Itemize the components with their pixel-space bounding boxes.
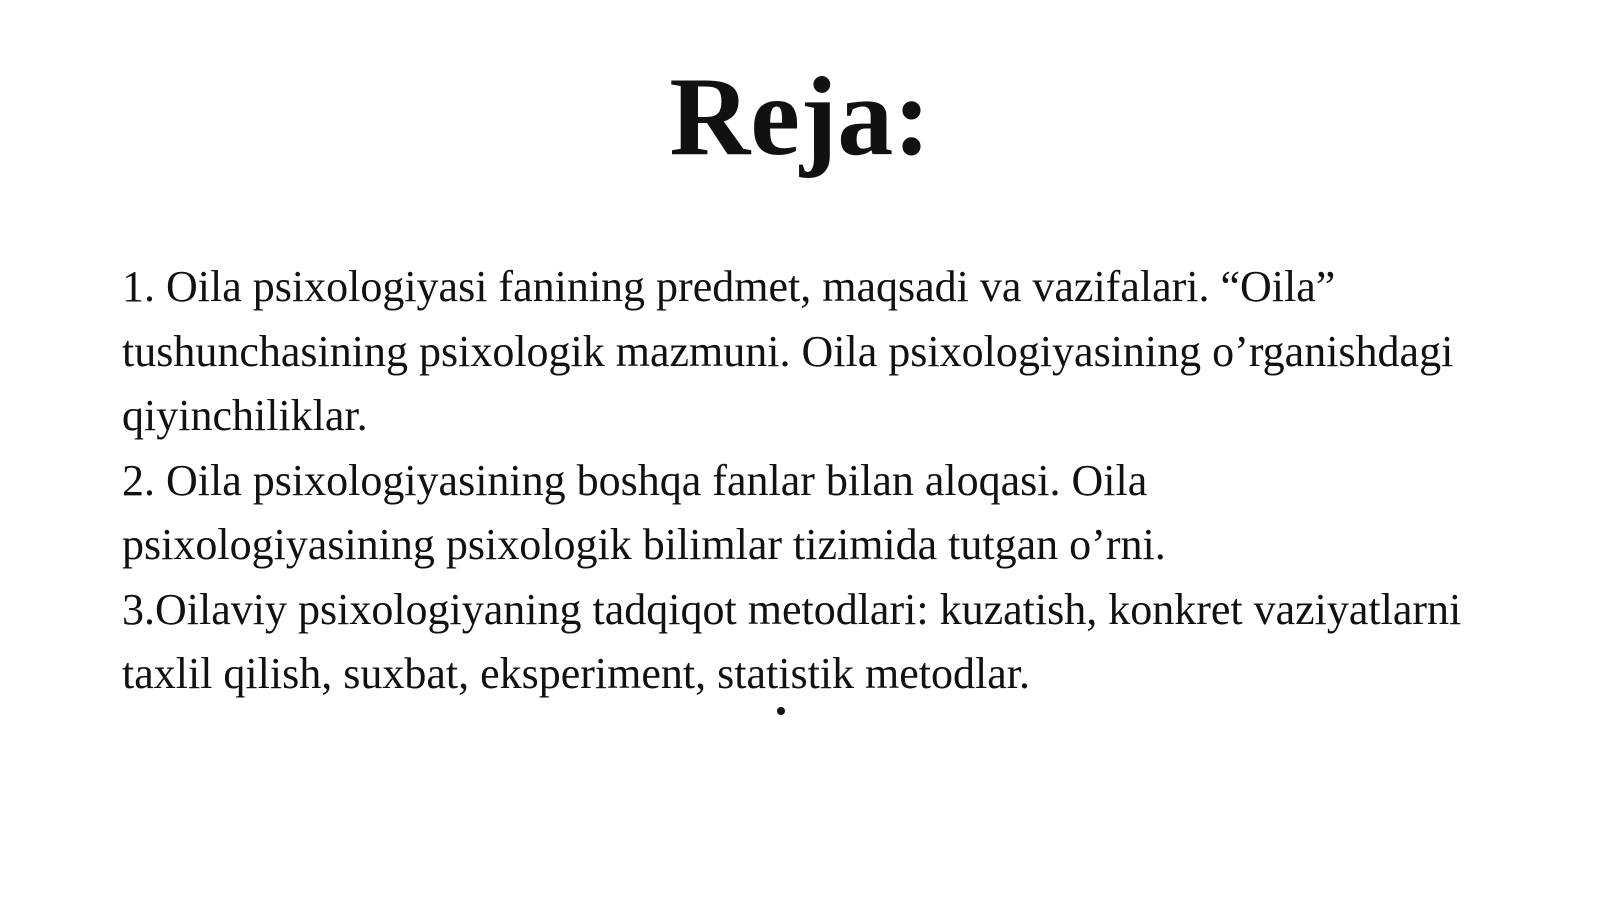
plan-list (122, 255, 1462, 707)
plan-item-2: 2. Oila psixologiyasining boshqa fanlar bilan aloqasi. Oila psixologiyasining psixologik bilimlar tizimida tutgan o’rni. (122, 455, 1166, 569)
bullet-dot-icon (777, 707, 785, 715)
slide-title: Reja: (669, 55, 931, 179)
plan-item-1: 1. Oila psixologiyasi fanining predmet, maqsadi va vazifalari. “Oila” tushunchasining psixologik mazmuni. Oila psixologiyasining o’rganishdagi qiyinchiliklar. (122, 262, 1454, 440)
plan-item-3: 3.Oilaviy psixologiyaning tadqiqot metodlari: kuzatish, konkret vaziyatlarni taxlil qilish, suxbat, eksperiment, statistik metodlar. (122, 584, 1462, 698)
